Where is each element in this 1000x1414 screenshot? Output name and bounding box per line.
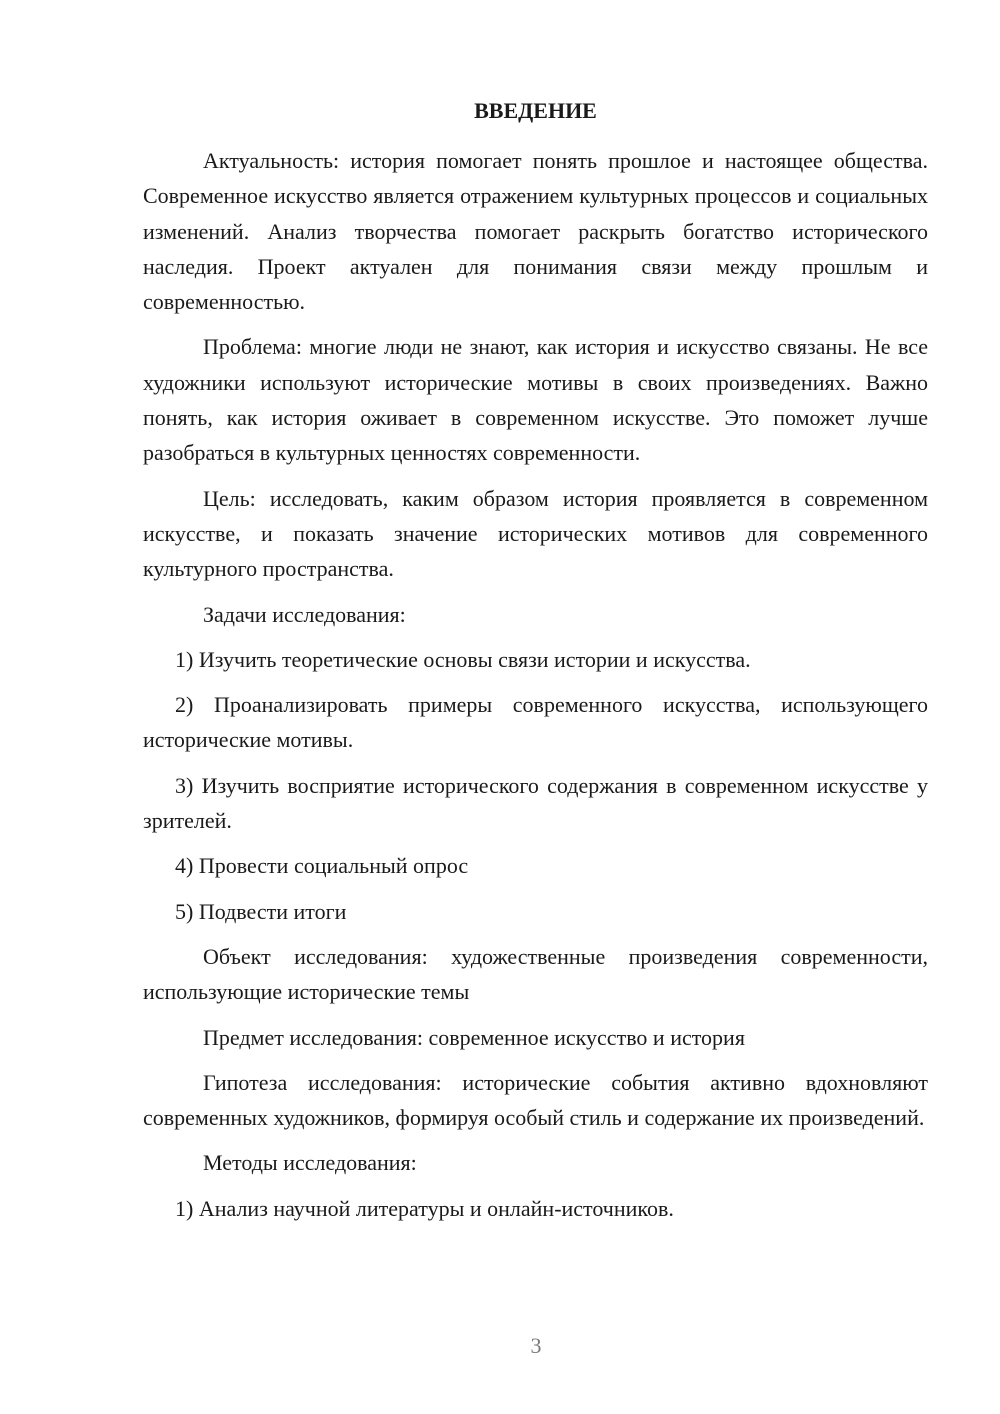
problem-paragraph: Проблема: многие люди не знают, как история и искусство связаны. Не все художники используют исторические мотивы в своих произведениях. Важно понять, как история оживает в современном искусстве. Это поможет лучше разобраться в культурных ценностях современности. <box>143 334 928 466</box>
method-item-1: 1) Анализ научной литературы и онлайн-источников. <box>175 1195 674 1221</box>
task-item-4: 4) Провести социальный опрос <box>175 853 469 879</box>
relevance-paragraph: Актуальность: история помогает понять прошлое и настоящее общества. Современное искусство является отражением культурных процессов и социальных изменений. Анализ творчества помогает раскрыть богатство исторического наследия. Проект актуален для понимания связи между прошлым и современностью. <box>143 148 928 315</box>
task-item-1: 1) Изучить теоретические основы связи истории и искусства. <box>175 646 751 672</box>
page-title: ВВЕДЕНИЕ <box>474 98 597 123</box>
document-body <box>143 143 928 1236</box>
object-paragraph: Объект исследования: художественные произведения современности, использующие исторические темы <box>143 943 928 1005</box>
methods-heading: Методы исследования: <box>203 1150 417 1176</box>
hypothesis-paragraph: Гипотеза исследования: исторические события активно вдохновляют современных художников, формируя особый стиль и содержание их произведений. <box>143 1069 928 1131</box>
goal-paragraph: Цель: исследовать, каким образом история проявляется в современном искусстве, и показать значение исторических мотивов для современного культурного пространства. <box>143 485 928 582</box>
task-item-3: 3) Изучить восприятие исторического содержания в современном искусстве у зрителей. <box>143 772 928 834</box>
task-item-5: 5) Подвести итоги <box>175 898 347 924</box>
tasks-heading: Задачи исследования: <box>203 601 406 627</box>
subject-paragraph: Предмет исследования: современное искусство и история <box>203 1024 745 1050</box>
page-number: 3 <box>530 1333 542 1358</box>
task-item-2: 2) Проанализировать примеры современного искусства, использующего исторические мотивы. <box>143 692 928 753</box>
